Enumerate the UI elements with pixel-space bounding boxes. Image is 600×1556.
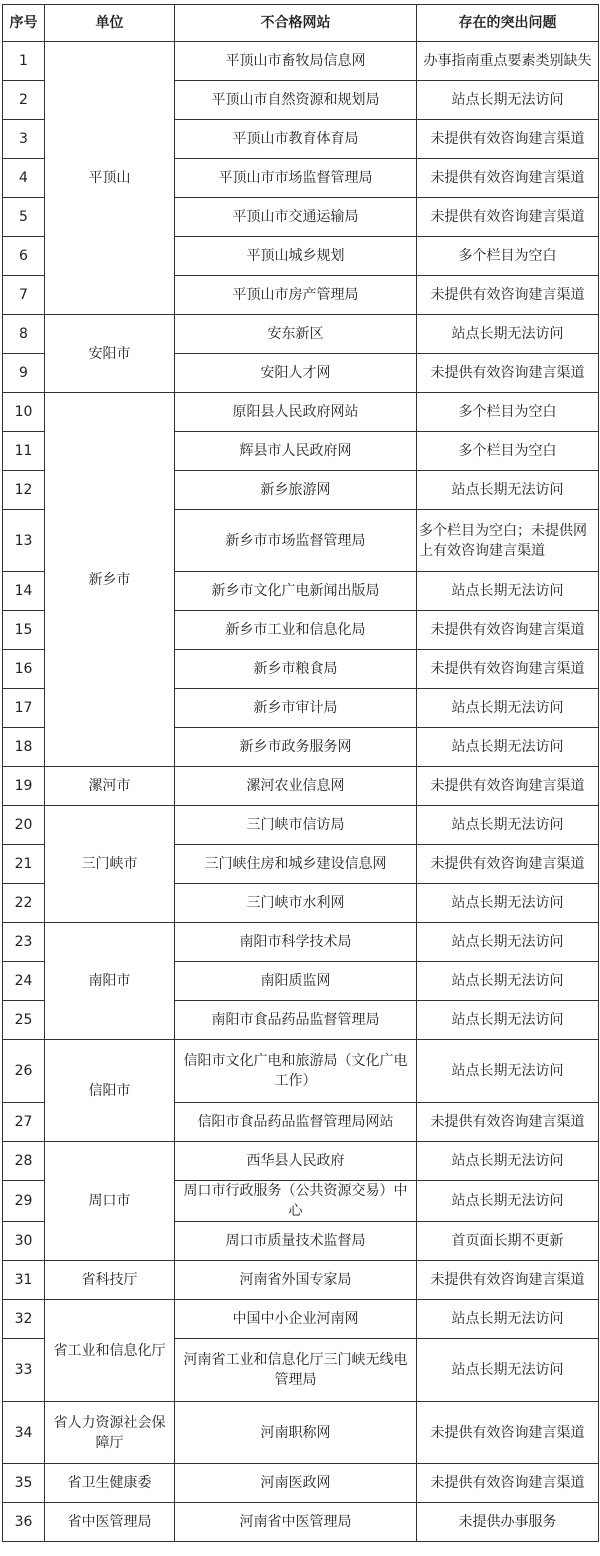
serial-cell: 33 [3, 1339, 45, 1402]
serial-cell: 27 [3, 1103, 45, 1142]
site-cell: 平顶山市市场监督管理局 [175, 159, 417, 198]
site-cell: 安东新区 [175, 315, 417, 354]
table-row [3, 1503, 599, 1542]
issue-cell: 未提供办事服务 [417, 1503, 599, 1542]
issue-cell: 站点长期无法访问 [417, 923, 599, 962]
site-cell: 平顶山市教育体育局 [175, 120, 417, 159]
issue-cell: 站点长期无法访问 [417, 806, 599, 845]
site-cell: 周口市行政服务（公共资源交易）中心 [175, 1181, 417, 1222]
site-cell: 河南医政网 [175, 1464, 417, 1503]
header-issue: 存在的突出问题 [417, 5, 599, 42]
issue-cell: 站点长期无法访问 [417, 1040, 599, 1103]
issue-cell: 站点长期无法访问 [417, 1339, 599, 1402]
serial-cell: 30 [3, 1222, 45, 1261]
serial-cell: 32 [3, 1300, 45, 1339]
site-cell: 信阳市食品药品监督管理局网站 [175, 1103, 417, 1142]
serial-cell: 25 [3, 1001, 45, 1040]
unit-cell: 平顶山 [45, 42, 175, 315]
serial-cell: 26 [3, 1040, 45, 1103]
serial-cell: 19 [3, 767, 45, 806]
table-row [3, 1402, 599, 1464]
serial-cell: 35 [3, 1464, 45, 1503]
header-unit: 单位 [45, 5, 175, 42]
unit-cell: 省卫生健康委 [45, 1464, 175, 1503]
issue-cell: 站点长期无法访问 [417, 81, 599, 120]
site-cell: 平顶山城乡规划 [175, 237, 417, 276]
unit-cell: 省科技厅 [45, 1261, 175, 1300]
serial-cell: 22 [3, 884, 45, 923]
serial-cell: 18 [3, 728, 45, 767]
table-row [3, 1261, 599, 1300]
serial-cell: 15 [3, 611, 45, 650]
serial-cell: 1 [3, 42, 45, 81]
serial-cell: 8 [3, 315, 45, 354]
issue-cell: 多个栏目为空白 [417, 393, 599, 432]
unit-cell: 省人力资源社会保障厅 [45, 1402, 175, 1464]
issue-cell: 站点长期无法访问 [417, 315, 599, 354]
serial-cell: 17 [3, 689, 45, 728]
serial-cell: 29 [3, 1181, 45, 1222]
issue-cell: 未提供有效咨询建言渠道 [417, 1464, 599, 1503]
site-cell: 新乡市政务服务网 [175, 728, 417, 767]
unit-cell: 信阳市 [45, 1040, 175, 1142]
unit-cell: 漯河市 [45, 767, 175, 806]
table-row [3, 806, 599, 845]
serial-cell: 4 [3, 159, 45, 198]
serial-cell: 16 [3, 650, 45, 689]
issue-cell: 未提供有效咨询建言渠道 [417, 1402, 599, 1464]
unit-cell: 新乡市 [45, 393, 175, 767]
issue-cell: 未提供有效咨询建言渠道 [417, 1261, 599, 1300]
table-row [3, 315, 599, 354]
site-cell: 平顶山市房产管理局 [175, 276, 417, 315]
serial-cell: 2 [3, 81, 45, 120]
issue-cell: 未提供有效咨询建言渠道 [417, 611, 599, 650]
issue-cell: 多个栏目为空白；未提供网上有效咨询建言渠道 [417, 510, 599, 572]
header-site: 不合格网站 [175, 5, 417, 42]
table-row [3, 1464, 599, 1503]
unit-cell: 三门峡市 [45, 806, 175, 923]
serial-cell: 13 [3, 510, 45, 572]
table-row [3, 1040, 599, 1103]
table-row [3, 42, 599, 81]
table-row [3, 393, 599, 432]
issue-cell: 未提供有效咨询建言渠道 [417, 198, 599, 237]
site-cell: 安阳人才网 [175, 354, 417, 393]
serial-cell: 14 [3, 572, 45, 611]
site-cell: 西华县人民政府 [175, 1142, 417, 1181]
site-cell: 南阳质监网 [175, 962, 417, 1001]
serial-cell: 24 [3, 962, 45, 1001]
site-cell: 中国中小企业河南网 [175, 1300, 417, 1339]
table-row [3, 1142, 599, 1181]
issue-cell: 站点长期无法访问 [417, 1181, 599, 1222]
site-cell: 新乡市市场监督管理局 [175, 510, 417, 572]
issue-cell: 未提供有效咨询建言渠道 [417, 354, 599, 393]
issue-cell: 多个栏目为空白 [417, 237, 599, 276]
serial-cell: 36 [3, 1503, 45, 1542]
site-cell: 信阳市文化广电和旅游局（文化广电工作） [175, 1040, 417, 1103]
serial-cell: 20 [3, 806, 45, 845]
serial-cell: 23 [3, 923, 45, 962]
site-cell: 三门峡市信访局 [175, 806, 417, 845]
table-body [3, 42, 599, 1542]
issue-cell: 未提供有效咨询建言渠道 [417, 1103, 599, 1142]
issue-cell: 办事指南重点要素类别缺失 [417, 42, 599, 81]
site-cell: 南阳市食品药品监督管理局 [175, 1001, 417, 1040]
site-cell: 新乡市工业和信息化局 [175, 611, 417, 650]
serial-cell: 34 [3, 1402, 45, 1464]
site-cell: 辉县市人民政府网 [175, 432, 417, 471]
site-cell: 平顶山市自然资源和规划局 [175, 81, 417, 120]
serial-cell: 21 [3, 845, 45, 884]
site-cell: 新乡市粮食局 [175, 650, 417, 689]
table-row [3, 1300, 599, 1339]
site-cell: 原阳县人民政府网站 [175, 393, 417, 432]
table-header-row [3, 5, 599, 42]
issue-cell: 未提供有效咨询建言渠道 [417, 845, 599, 884]
site-cell: 三门峡住房和城乡建设信息网 [175, 845, 417, 884]
issue-cell: 站点长期无法访问 [417, 728, 599, 767]
site-cell: 平顶山市交通运输局 [175, 198, 417, 237]
serial-cell: 6 [3, 237, 45, 276]
site-cell: 河南职称网 [175, 1402, 417, 1464]
serial-cell: 5 [3, 198, 45, 237]
serial-cell: 28 [3, 1142, 45, 1181]
site-cell: 南阳市科学技术局 [175, 923, 417, 962]
issue-cell: 站点长期无法访问 [417, 572, 599, 611]
site-cell: 新乡旅游网 [175, 471, 417, 510]
header-serial: 序号 [3, 5, 45, 42]
site-cell: 新乡市文化广电新闻出版局 [175, 572, 417, 611]
serial-cell: 9 [3, 354, 45, 393]
table-row [3, 767, 599, 806]
issue-cell: 首页面长期不更新 [417, 1222, 599, 1261]
unit-cell: 南阳市 [45, 923, 175, 1040]
issue-cell: 未提供有效咨询建言渠道 [417, 120, 599, 159]
issue-cell: 站点长期无法访问 [417, 1300, 599, 1339]
issue-cell: 未提供有效咨询建言渠道 [417, 767, 599, 806]
issue-cell: 站点长期无法访问 [417, 471, 599, 510]
site-cell: 河南省外国专家局 [175, 1261, 417, 1300]
serial-cell: 31 [3, 1261, 45, 1300]
issue-cell: 未提供有效咨询建言渠道 [417, 276, 599, 315]
site-cell: 平顶山市畜牧局信息网 [175, 42, 417, 81]
serial-cell: 11 [3, 432, 45, 471]
issue-cell: 站点长期无法访问 [417, 884, 599, 923]
site-cell: 周口市质量技术监督局 [175, 1222, 417, 1261]
unit-cell: 安阳市 [45, 315, 175, 393]
issue-cell: 站点长期无法访问 [417, 689, 599, 728]
serial-cell: 10 [3, 393, 45, 432]
site-cell: 新乡市审计局 [175, 689, 417, 728]
serial-cell: 3 [3, 120, 45, 159]
issue-cell: 站点长期无法访问 [417, 1001, 599, 1040]
serial-cell: 12 [3, 471, 45, 510]
table-row [3, 923, 599, 962]
issue-cell: 未提供有效咨询建言渠道 [417, 159, 599, 198]
noncompliant-sites-table [2, 4, 599, 1542]
issue-cell: 未提供有效咨询建言渠道 [417, 650, 599, 689]
serial-cell: 7 [3, 276, 45, 315]
site-cell: 河南省工业和信息化厅三门峡无线电管理局 [175, 1339, 417, 1402]
issue-cell: 站点长期无法访问 [417, 962, 599, 1001]
site-cell: 河南省中医管理局 [175, 1503, 417, 1542]
issue-cell: 多个栏目为空白 [417, 432, 599, 471]
site-cell: 三门峡市水利网 [175, 884, 417, 923]
unit-cell: 周口市 [45, 1142, 175, 1261]
site-cell: 漯河农业信息网 [175, 767, 417, 806]
unit-cell: 省中医管理局 [45, 1503, 175, 1542]
issue-cell: 站点长期无法访问 [417, 1142, 599, 1181]
unit-cell: 省工业和信息化厅 [45, 1300, 175, 1402]
